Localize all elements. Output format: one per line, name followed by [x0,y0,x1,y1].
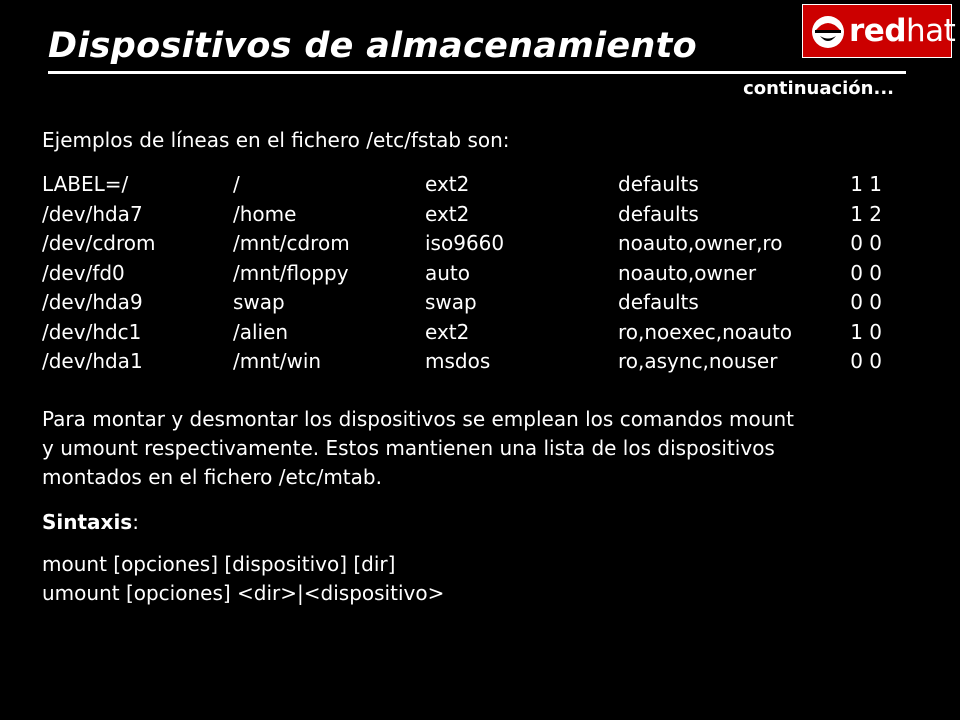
title-underline [48,71,906,74]
slide-subtitle: continuación... [743,78,894,99]
description-line: Para montar y desmontar los dispositivos se emplean los comandos mount [42,407,794,431]
description-line: y umount respectivamente. Estos mantienen una lista de los dispositivos [42,436,775,460]
logo-wordmark [849,13,955,49]
fstab-options: defaults [618,290,699,314]
redhat-logo [802,4,956,58]
fstab-dump-pass: 1 1 [850,172,882,196]
command-syntax [42,550,444,608]
fstab-mount-point: /home [233,201,297,226]
fstab-dump-pass: 0 0 [850,260,882,285]
fstab-options: ro,noexec,noauto [618,319,793,344]
fstab-filesystem: auto [425,260,471,285]
intro-text: Ejemplos de líneas en el fichero /etc/fstab son: [42,128,510,152]
slide-title: Dispositivos de almacenamiento [48,26,698,66]
logo-text-red: red [849,13,907,49]
fstab-device: /dev/hda9 [42,290,143,314]
fstab-dump-pass: 0 0 [850,290,882,314]
fstab-dump-pass: 1 2 [850,201,882,226]
mount-description [42,405,794,492]
fstab-filesystem: ext2 [425,319,470,344]
logo-text-hat: hat [906,13,956,49]
description-line: montados en el fichero /etc/mtab. [42,465,382,489]
fstab-filesystem: msdos [425,349,491,373]
fstab-filesystem: ext2 [425,172,470,196]
fstab-mount-point: /mnt/cdrom [233,231,350,255]
syntax-colon: : [132,510,139,534]
fstab-device: /dev/fd0 [42,260,125,285]
fstab-mount-point: / [233,172,240,196]
shadowman-icon [811,14,845,50]
fstab-dump-pass: 1 0 [850,319,882,344]
syntax-label: Sintaxis [42,510,133,534]
syntax-heading [42,508,139,537]
fstab-device: LABEL=/ [42,172,129,196]
fstab-dump-pass: 0 0 [850,349,882,373]
fstab-options: noauto,owner,ro [618,231,783,255]
fstab-device: /dev/hdc1 [42,319,142,344]
command-line: mount [opciones] [dispositivo] [dir] [42,552,396,576]
fstab-options: noauto,owner [618,260,757,285]
fstab-filesystem: swap [425,290,477,314]
command-line: umount [opciones] <dir>|<dispositivo> [42,581,445,605]
fstab-filesystem: iso9660 [425,231,505,255]
fstab-options: ro,async,nouser [618,349,778,373]
fstab-device: /dev/cdrom [42,231,156,255]
fstab-dump-pass: 0 0 [850,231,882,255]
fstab-device: /dev/hda1 [42,349,143,373]
fstab-filesystem: ext2 [425,201,470,226]
fstab-mount-point: /mnt/floppy [233,260,349,285]
fstab-options: defaults [618,201,699,226]
fstab-options: defaults [618,172,699,196]
fstab-mount-point: /mnt/win [233,349,322,373]
fstab-mount-point: /alien [233,319,289,344]
fstab-device: /dev/hda7 [42,201,143,226]
fstab-mount-point: swap [233,290,285,314]
